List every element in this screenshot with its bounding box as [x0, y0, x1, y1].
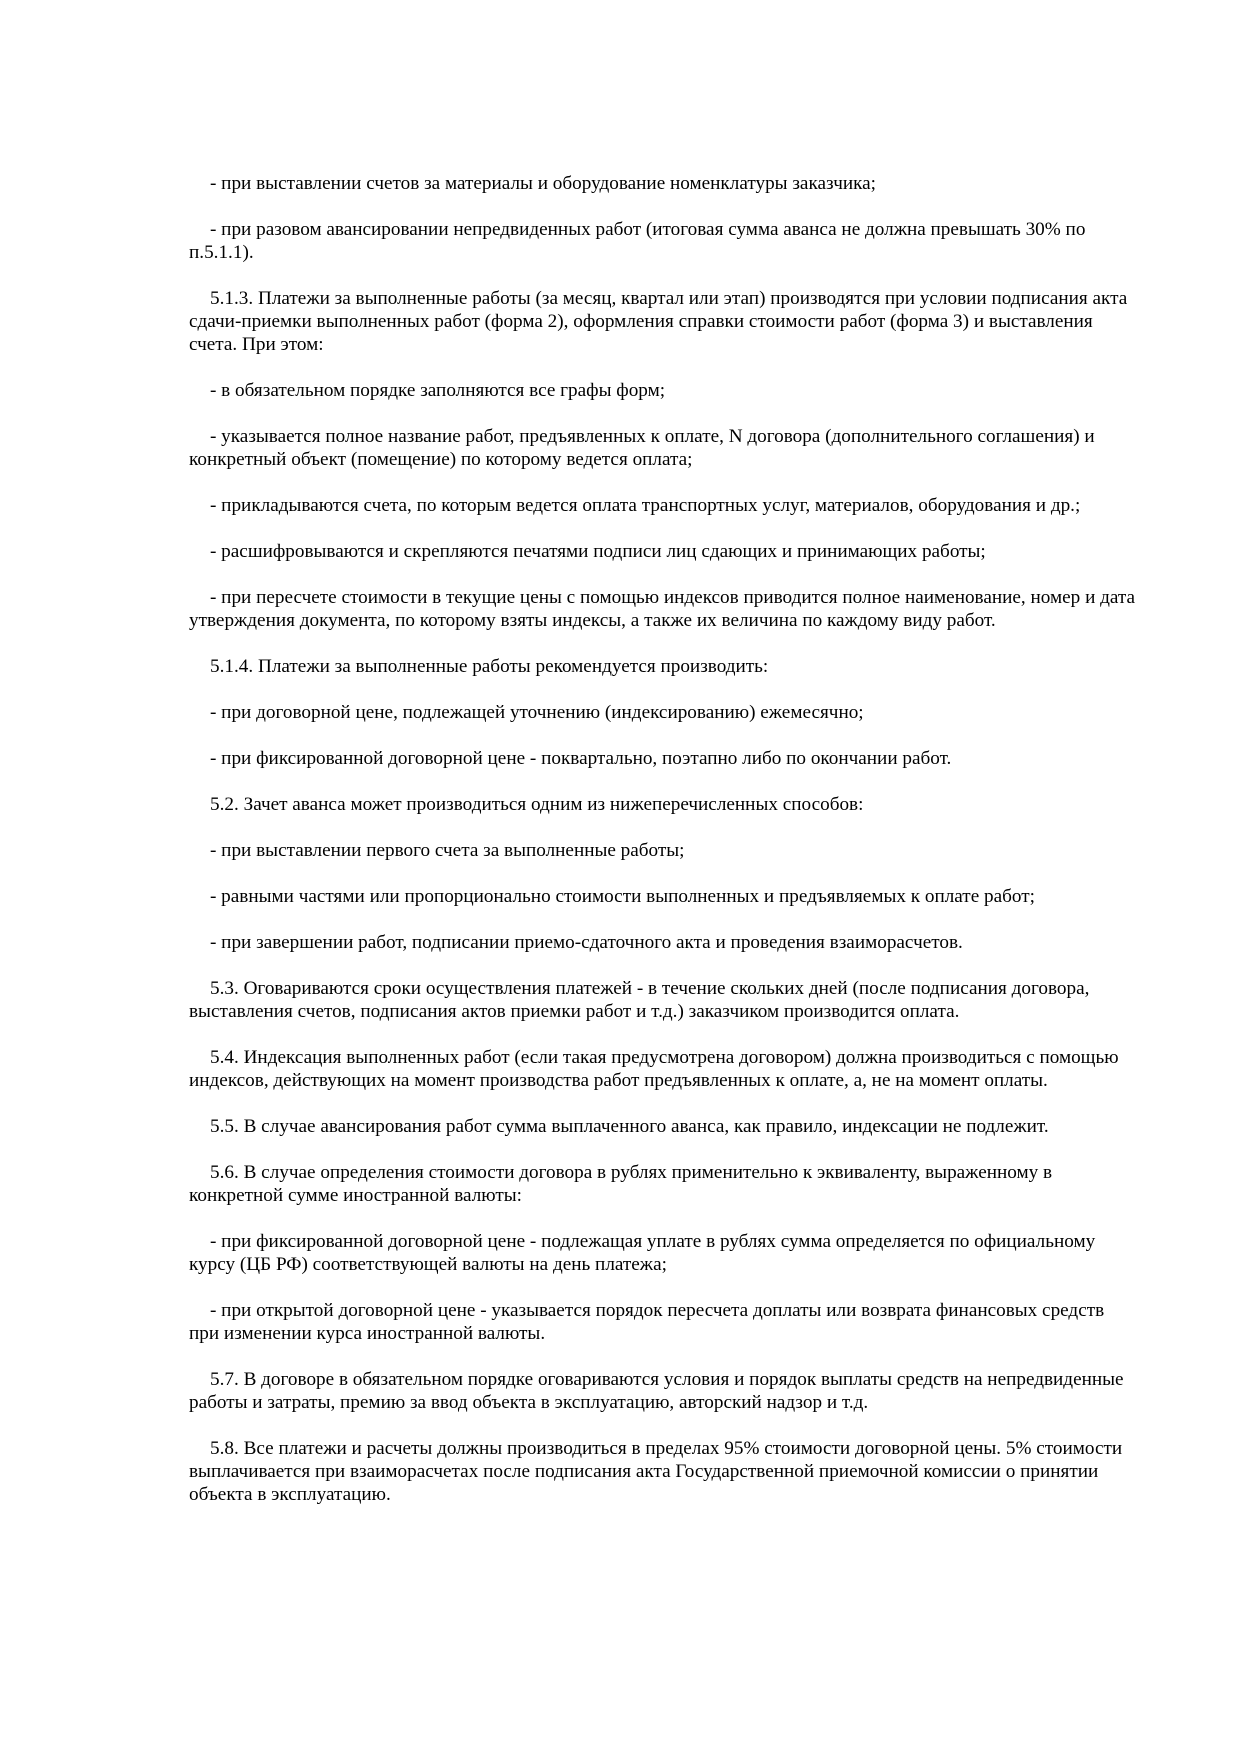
paragraph-list-item: - при выставлении счетов за материалы и оборудование номенклатуры заказчика;	[210, 173, 876, 194]
paragraph-list-item: - указывается полное название работ, предъявленных к оплате, N договора (дополнительного соглашения) и конкретный объект (помещение) по которому ведется оплата;	[189, 426, 1095, 470]
paragraph-list-item: - прикладываются счета, по которым ведется оплата транспортных услуг, материалов, оборудования и др.;	[210, 495, 1081, 516]
paragraph-clause-5-3: 5.3. Оговариваются сроки осуществления платежей - в течение скольких дней (после подписания договора, выставления счетов, подписания актов приемки работ и т.д.) заказчиком производится оплата.	[189, 978, 1090, 1022]
paragraph-list-item: - при завершении работ, подписании приемо-сдаточного акта и проведения взаиморасчетов.	[210, 932, 963, 953]
paragraph-clause-5-6: 5.6. В случае определения стоимости договора в рублях применительно к эквиваленту, выраженному в конкретной сумме иностранной валюты:	[189, 1162, 1053, 1206]
paragraph-list-item: - равными частями или пропорционально стоимости выполненных и предъявляемых к оплате работ;	[210, 886, 1035, 907]
paragraph-list-item: - расшифровываются и скрепляются печатями подписи лиц сдающих и принимающих работы;	[210, 541, 986, 562]
paragraph-list-item: - при разовом авансировании непредвиденных работ (итоговая сумма аванса не должна превышать 30% по п.5.1.1).	[189, 219, 1086, 263]
document-body	[189, 172, 1139, 1529]
paragraph-list-item: - при договорной цене, подлежащей уточнению (индексированию) ежемесячно;	[210, 702, 864, 723]
paragraph-list-item: - при пересчете стоимости в текущие цены с помощью индексов приводится полное наименование, номер и дата утверждения документа, по которому взяты индексы, а также их величина по каждому виду работ.	[189, 587, 1136, 631]
paragraph-clause-5-1-4: 5.1.4. Платежи за выполненные работы рекомендуется производить:	[210, 656, 769, 677]
paragraph-list-item: - при фиксированной договорной цене - поквартально, поэтапно либо по окончании работ.	[210, 748, 952, 769]
paragraph-clause-5-4: 5.4. Индексация выполненных работ (если такая предусмотрена договором) должна производиться с помощью индексов, действующих на момент производства работ предъявленных к оплате, а, не на момент оплаты.	[189, 1047, 1119, 1091]
paragraph-list-item: - при выставлении первого счета за выполненные работы;	[210, 840, 685, 861]
paragraph-clause-5-2: 5.2. Зачет аванса может производиться одним из нижеперечисленных способов:	[210, 794, 864, 815]
paragraph-clause-5-7: 5.7. В договоре в обязательном порядке оговариваются условия и порядок выплаты средств на непредвиденные работы и затраты, премию за ввод объекта в эксплуатацию, авторский надзор и т.д.	[189, 1369, 1124, 1413]
paragraph-clause-5-5: 5.5. В случае авансирования работ сумма выплаченного аванса, как правило, индексации не подлежит.	[210, 1116, 1049, 1137]
paragraph-clause-5-1-3: 5.1.3. Платежи за выполненные работы (за месяц, квартал или этап) производятся при условии подписания акта сдачи-приемки выполненных работ (форма 2), оформления справки стоимости работ (форма 3) и выставления счета. При этом:	[189, 288, 1128, 355]
paragraph-list-item: - при фиксированной договорной цене - подлежащая уплате в рублях сумма определяется по официальному курсу (ЦБ РФ) соответствующей валюты на день платежа;	[189, 1231, 1096, 1275]
paragraph-list-item: - при открытой договорной цене - указывается порядок пересчета доплаты или возврата финансовых средств при изменении курса иностранной валюты.	[189, 1300, 1105, 1344]
paragraph-clause-5-8: 5.8. Все платежи и расчеты должны производиться в пределах 95% стоимости договорной цены. 5% стоимости выплачивается при взаиморасчетах после подписания акта Государственной приемочной комиссии о принятии объекта в эксплуатацию.	[189, 1438, 1123, 1505]
paragraph-list-item: - в обязательном порядке заполняются все графы форм;	[210, 380, 666, 401]
